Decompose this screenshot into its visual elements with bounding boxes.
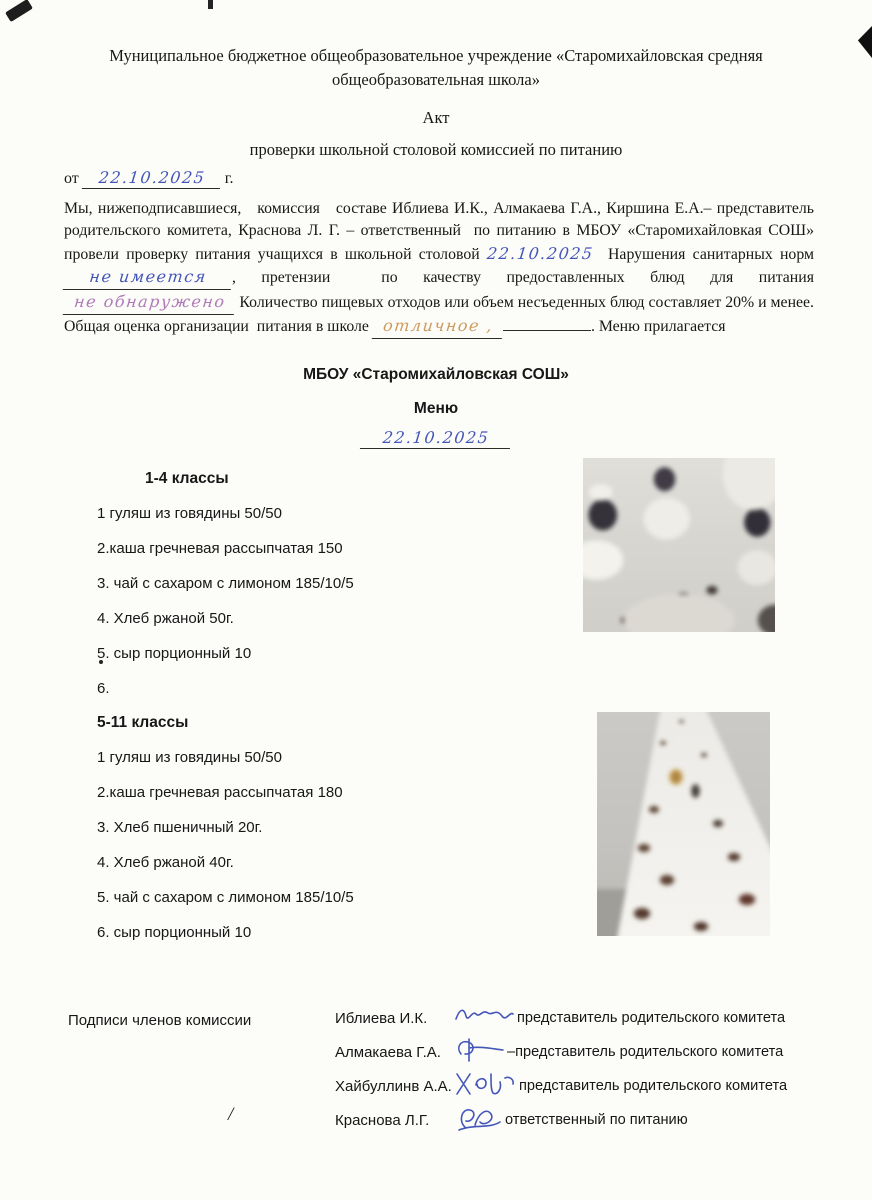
scan-artifact-top-right [856, 26, 872, 58]
photo-canteen-table [597, 712, 770, 936]
handwritten-inspection-date: 22.10.2025 [485, 243, 595, 263]
menu-item: 1 гуляш из говядины 50/50 [97, 749, 282, 766]
paragraph-text-3: , претензии по качеству предоставленных блюд для питания [232, 269, 818, 287]
act-date-line [64, 168, 234, 189]
member-role: –представитель родительского комитета [507, 1044, 784, 1060]
signature-scribble-icon [453, 1104, 503, 1137]
signature-row [335, 1103, 835, 1137]
date-prefix: от [64, 170, 79, 187]
menu-item: 3. Хлеб пшеничный 20г. [97, 819, 263, 836]
menu-item: 2.каша гречневая рассыпчатая 180 [97, 784, 343, 801]
handwritten-menu-date: 22.10.2025 [360, 428, 512, 449]
menu-item: 6. сыр порционный 10 [97, 924, 252, 941]
handwritten-violations: не имеется [63, 266, 234, 290]
menu-school-name: МБОУ «Старомихайловская СОШ» [303, 366, 569, 383]
member-name: Хайбуллинв А.А. [335, 1077, 452, 1095]
member-role: представитель родительского комитета [519, 1078, 788, 1094]
signature-scribble-icon [453, 1003, 515, 1034]
photo-content [597, 712, 770, 936]
signatures-block [335, 1001, 835, 1137]
menu-item: 1 гуляш из говядины 50/50 [97, 505, 282, 522]
member-name: Алмакаева Г.А. [335, 1043, 441, 1061]
member-name: Краснова Л.Г. [335, 1111, 430, 1129]
photo-plate [657, 872, 677, 888]
paragraph-text-1: Мы, нижеподписавшиеся, комиссия составе Иблиева И.К., Алмакаева Г.А., Киршина Е.А.– представитель родительского комитета, Краснова Л. Г. – ответственный по питанию в МБОУ «Старомихайловкая СОШ» провели проверку питания учащихся в школьной столовой [64, 200, 818, 263]
menu-item: 6. [97, 680, 110, 697]
signatures-label: Подписи членов комиссии [68, 1012, 252, 1029]
menu-title: Меню [413, 400, 459, 417]
paragraph-text-2: Нарушения санитарных норм [593, 245, 818, 263]
school-name-header: Муниципальное бюджетное общеобразовательное учреждение «Старомихайловская средняя общеобразовательная школа» [109, 46, 763, 89]
photo-commission-at-table [583, 458, 775, 632]
date-suffix: г. [224, 170, 234, 187]
act-subtitle: проверки школьной столовой комиссией по питанию [249, 140, 623, 159]
menu-item: 5. сыр порционный 10 [97, 645, 252, 662]
menu-item: 4. Хлеб ржаной 40г. [97, 854, 234, 871]
signature-scribble-icon [453, 1036, 505, 1069]
photo-content [583, 458, 775, 632]
photo-plate [736, 891, 758, 908]
menu-item: 3. чай с сахаром с лимоном 185/10/5 [97, 575, 354, 592]
photo-glasses [669, 769, 683, 785]
member-role: ответственный по питанию [505, 1112, 688, 1128]
member-name: Иблиева И.К. [335, 1009, 428, 1027]
photo-plate [676, 717, 687, 726]
act-title: Акт [422, 108, 450, 127]
menu-list-grades-5-11 [97, 748, 354, 958]
stray-pen-mark: / [228, 1104, 234, 1125]
signature-row [335, 1001, 835, 1035]
menu-list-grades-1-4 [97, 504, 354, 714]
signature-row [335, 1069, 835, 1103]
photo-plate [646, 803, 662, 816]
menu-item: 5. чай с сахаром с лимоном 185/10/5 [97, 889, 354, 906]
photo-plate [631, 905, 653, 922]
menu-date-line [0, 428, 872, 449]
paragraph-text-4: Количество пищевых отходов или объем несъеденных блюд составляет 20% и менее. Общая оценка организации питания в школе [64, 293, 818, 336]
member-role: представитель родительского комитета [517, 1010, 786, 1026]
handwritten-act-date: 22.10.2025 [82, 168, 222, 189]
blank-line [503, 317, 591, 331]
grades-1-4-heading: 1-4 классы [145, 470, 229, 487]
scan-artifact-top-edge [208, 0, 213, 9]
act-body-paragraph [64, 198, 818, 339]
photo-plate [635, 841, 653, 855]
photo-bottle [691, 784, 700, 798]
signature-scribble-icon [453, 1070, 517, 1103]
handwritten-claims: не обнаружено [63, 291, 237, 315]
grades-5-11-heading: 5-11 классы [97, 714, 189, 731]
paragraph-text-5: . Меню прилагается [590, 318, 726, 336]
menu-item: 4. Хлеб ржаной 50г. [97, 610, 234, 627]
photo-plate [710, 817, 726, 830]
signature-row [335, 1035, 835, 1069]
menu-item: 2.каша гречневая рассыпчатая 150 [97, 540, 343, 557]
handwritten-rating: отличное , [372, 315, 505, 339]
scan-artifact-top-left [5, 0, 33, 22]
photo-plate [725, 850, 743, 864]
